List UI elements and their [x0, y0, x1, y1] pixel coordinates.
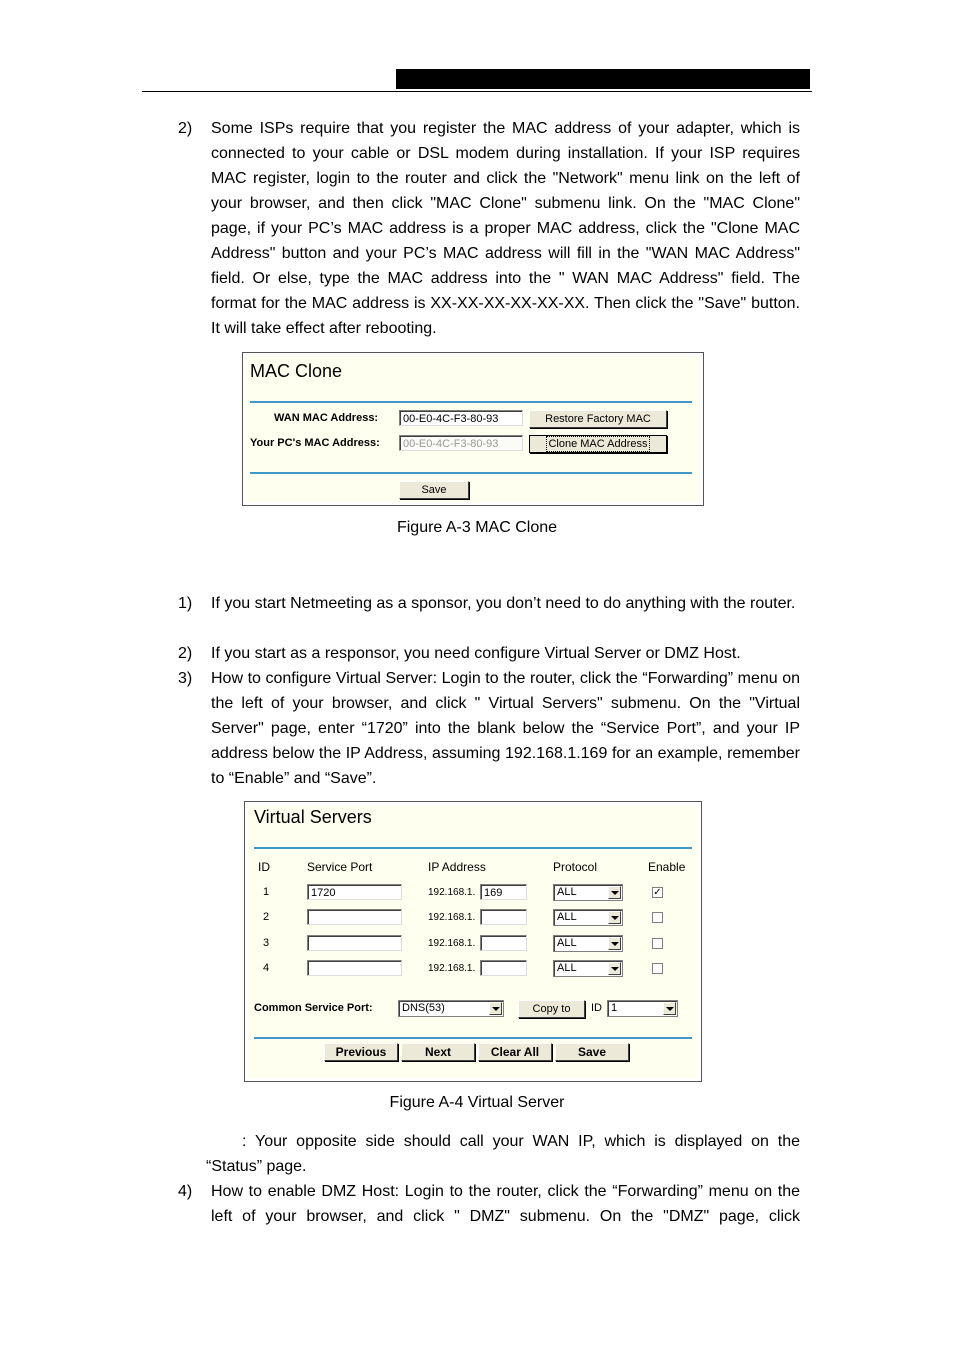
item-text-body: Some ISPs require that you register the MAC address of your adapter, which is connected to your cable or DSL modem during installation. If your ISP requires MAC register, login to the router and click the "Network" menu link on the left of your browser, and then click "MAC Clone" submenu link. On the "MAC Clone" page, if your PC’s MAC address is a proper MAC address, click the "Clone MAC Address" button and your PC’s MAC address will fill in the "WAN MAC Address" field. Or else, type the MAC address into the " WAN MAC Address" field. The format for the MAC address is XX-XX-XX-XX-XX-XX. Then click the "Save" button. It will take effect after rebooting. [211, 120, 800, 337]
list-item [178, 641, 800, 666]
item-number: 2) [178, 645, 193, 662]
ip-prefix: 192.168.1. [428, 887, 476, 898]
common-service-port-select[interactable] [398, 1000, 504, 1017]
item-text-body: If you start Netmeeting as a sponsor, you don’t need to do anything with the router. [211, 595, 796, 612]
item-text [211, 591, 800, 616]
divider [250, 401, 692, 403]
item-number: 1) [178, 595, 193, 612]
wan-mac-field[interactable]: 00-E0-4C-F3-80-93 [399, 410, 523, 426]
row-id: 1 [263, 886, 270, 898]
restore-factory-mac-button[interactable] [529, 410, 667, 428]
clear-all-label: Clear All [490, 1045, 540, 1059]
divider [254, 847, 692, 849]
col-header-service-port: Service Port [307, 860, 373, 874]
service-port-input[interactable] [307, 935, 402, 951]
protocol-value: ALL [557, 962, 577, 974]
ip-prefix: 192.168.1. [428, 963, 476, 974]
item-number: 3) [178, 670, 193, 687]
list-item [178, 591, 800, 641]
header-rule [142, 91, 812, 92]
item-text-body: How to enable DMZ Host: Login to the router, click the “Forwarding” menu on the left of your browser, and click " DMZ" submenu. On the "DMZ" page, click [211, 1183, 800, 1225]
id-value: 1 [611, 1002, 618, 1014]
protocol-select[interactable] [553, 884, 623, 901]
item-number: 4) [178, 1183, 193, 1200]
next-button[interactable] [401, 1043, 475, 1061]
ip-suffix-input[interactable] [480, 935, 527, 951]
virtual-servers-panel [244, 801, 702, 1082]
save-button[interactable] [555, 1043, 629, 1061]
list-item [178, 666, 800, 791]
common-service-port-value: DNS(53) [402, 1002, 445, 1014]
row-id: 2 [263, 911, 270, 923]
list-item [178, 1179, 800, 1229]
divider [254, 1037, 692, 1039]
protocol-value: ALL [557, 937, 577, 949]
chevron-down-icon [608, 962, 621, 975]
ip-suffix-input[interactable] [480, 909, 527, 925]
virtual-servers-title: Virtual Servers [254, 807, 372, 827]
row-id: 4 [263, 962, 270, 974]
enable-checkbox[interactable]: ✓ [653, 887, 662, 898]
col-header-ip-address: IP Address [428, 860, 486, 874]
item-text-body: If you start as a responsor, you need configure Virtual Server or DMZ Host. [211, 645, 741, 662]
protocol-select[interactable] [553, 909, 623, 926]
divider [250, 472, 692, 474]
header-bar [396, 69, 810, 89]
col-header-enable: Enable [648, 860, 686, 874]
service-port-input[interactable] [307, 960, 402, 976]
clear-all-button[interactable] [478, 1043, 552, 1061]
clone-mac-address-button[interactable] [529, 435, 667, 453]
item-text [211, 1179, 800, 1229]
item-text [211, 641, 800, 666]
item-text [211, 116, 800, 341]
enable-checkbox[interactable] [652, 938, 663, 949]
chevron-down-icon [608, 886, 621, 899]
pc-mac-label: Your PC's MAC Address: [250, 437, 380, 449]
save-label: Save [577, 1045, 607, 1059]
list-item [178, 116, 800, 346]
chevron-down-icon [663, 1002, 676, 1015]
ip-suffix-input[interactable]: 169 [480, 884, 527, 900]
save-label: Save [421, 484, 447, 496]
item-number: 2) [178, 120, 193, 137]
row-id: 3 [263, 937, 270, 949]
enable-checkbox[interactable] [652, 912, 663, 923]
common-service-port-label: Common Service Port: [254, 1002, 373, 1014]
ip-suffix-input[interactable] [480, 960, 527, 976]
chevron-down-icon [489, 1002, 502, 1015]
save-button[interactable] [399, 481, 469, 499]
wan-mac-label: WAN MAC Address: [274, 412, 379, 424]
clone-mac-address-label: Clone MAC Address [548, 438, 648, 450]
next-label: Next [424, 1045, 451, 1059]
previous-button[interactable] [324, 1043, 398, 1061]
copy-to-label: Copy to [532, 1003, 571, 1015]
ip-prefix: 192.168.1. [428, 912, 476, 923]
note [206, 1129, 800, 1179]
col-header-id: ID [258, 860, 270, 874]
pc-mac-field: 00-E0-4C-F3-80-93 [399, 435, 523, 451]
ip-prefix: 192.168.1. [428, 938, 476, 949]
protocol-select[interactable] [553, 935, 623, 952]
copy-to-button[interactable] [518, 1000, 585, 1018]
previous-label: Previous [335, 1045, 387, 1059]
mac-clone-title: MAC Clone [250, 361, 343, 381]
enable-checkbox[interactable] [652, 963, 663, 974]
protocol-value: ALL [557, 911, 577, 923]
id-select[interactable] [607, 1000, 678, 1017]
col-header-protocol: Protocol [553, 860, 598, 874]
figure-caption: Figure A-3 MAC Clone [396, 519, 558, 536]
service-port-input[interactable] [307, 909, 402, 925]
restore-factory-mac-label: Restore Factory MAC [545, 413, 651, 425]
note-text: : Your opposite side should call your WAN IP, which is displayed on the “Status” page. [206, 1133, 800, 1175]
item-text-body: How to configure Virtual Server: Login to the router, click the “Forwarding” menu on the left of your browser, and click " Virtual Servers" submenu. On the "Virtual Server" page, enter “1720” into the blank below the “Service Port”, and your IP address below the IP Address, assuming 192.168.1.169 for an example, remember to “Enable” and “Save”. [211, 670, 800, 787]
protocol-value: ALL [557, 886, 577, 898]
item-text [211, 666, 800, 791]
service-port-input[interactable]: 1720 [307, 884, 402, 900]
figure-caption: Figure A-4 Virtual Server [389, 1094, 565, 1111]
protocol-select[interactable] [553, 960, 623, 977]
id-label: ID [591, 1002, 602, 1014]
chevron-down-icon [608, 911, 621, 924]
chevron-down-icon [608, 937, 621, 950]
mac-clone-panel [242, 352, 704, 506]
